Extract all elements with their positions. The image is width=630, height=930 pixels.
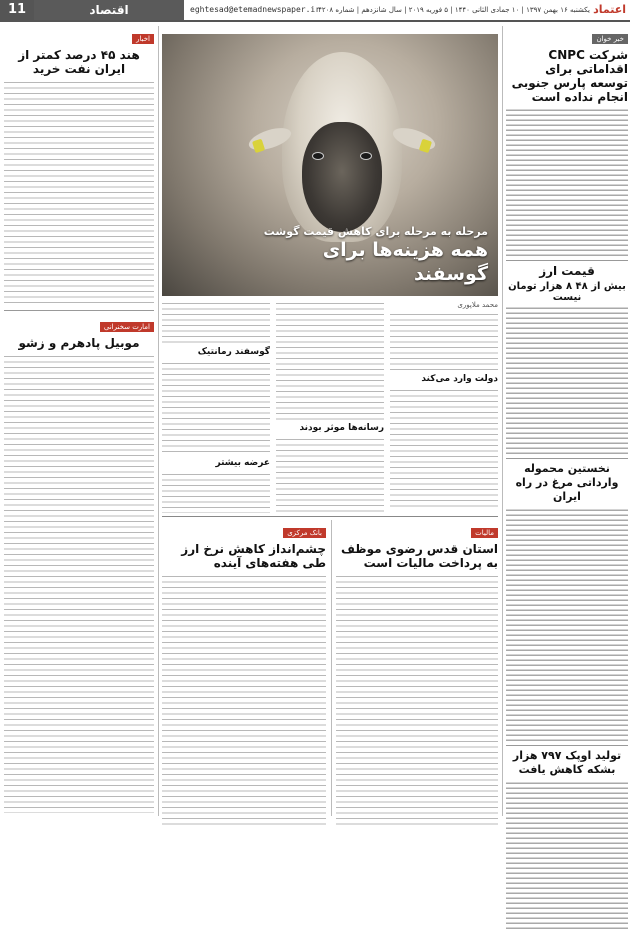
article-text [336, 573, 498, 828]
right-kicker: خبر خوان [592, 34, 628, 44]
article-text [276, 436, 384, 514]
main-subhead: رسانه‌ها موثر بودند [299, 423, 384, 433]
article-text [4, 79, 154, 307]
bottom-story-mid [162, 520, 326, 816]
article-text [506, 780, 628, 930]
sheep-eye [360, 152, 372, 160]
right-headline-3: نخستین محموله وارداتی مرغ در راه ایران [515, 462, 619, 503]
main-story-col-1 [390, 300, 498, 512]
page-header [0, 0, 630, 22]
left-headline-2: موبیل پادهرم و زشو [18, 336, 140, 350]
bottom-headline: استان قدس رضوی موظف به پرداخت مالیات است [340, 542, 498, 570]
bottom-kicker: بانک مرکزی [283, 528, 326, 538]
left-headline-1: هند ۴۵ درصد کمتر از ایران نفت خرید [18, 48, 140, 76]
left-kicker-2: امارت سخنرانی [100, 322, 154, 332]
article-text [390, 387, 498, 511]
right-headline-2: قیمت ارز [539, 264, 595, 278]
page-number: 11 [0, 0, 34, 20]
author-name: محمد ملاپوری [457, 301, 498, 309]
column-divider [331, 520, 332, 816]
sheep-ear [390, 124, 437, 155]
divider [162, 516, 498, 517]
main-subhead: عرضه بیشتر [215, 458, 270, 468]
right-headline-4: تولید اوپک ۷۹۷ هزار بشکه کاهش یافت [512, 749, 622, 776]
article-text [506, 507, 628, 742]
bottom-kicker: مالیات [471, 528, 498, 538]
photo-caption [248, 225, 488, 286]
newspaper-logo: اعتماد [593, 3, 626, 16]
photo-title: همه هزینه‌ها برای گوسفند [322, 239, 488, 285]
sheep-ear [246, 124, 293, 155]
article-text [4, 353, 154, 813]
divider [506, 458, 628, 459]
article-text [162, 360, 270, 455]
date-line: یکشنبه ۱۶ بهمن ۱۳۹۷ | ۱۰ جمادی الثانی ۱۴۴۰ | ۵ فوریه ۲۰۱۹ | سال شانزدهم | شماره ۴۲۰۸ [318, 6, 590, 14]
section-title: اقتصاد [34, 0, 184, 20]
right-column [506, 26, 628, 816]
divider [506, 745, 628, 746]
article-text [162, 300, 270, 344]
article-text [506, 107, 628, 257]
article-text [276, 300, 384, 420]
ear-tag [252, 139, 265, 154]
photo-kicker: مرحله به مرحله برای کاهش قیمت گوشت [263, 225, 488, 238]
divider [4, 310, 154, 311]
left-column [4, 26, 154, 816]
bottom-story-right [336, 520, 498, 816]
sheep-photo [162, 34, 498, 296]
left-kicker: اخبار [132, 34, 154, 44]
ear-tag [419, 139, 432, 154]
bottom-headline: چشم‌انداز کاهش نرخ ارز طی هفته‌های آینده [181, 542, 326, 570]
column-divider [158, 26, 159, 816]
main-story-col-3 [162, 300, 270, 512]
right-subhead-2: بیش از ۴۸ ۸ هزار تومان نیست [508, 281, 626, 303]
main-subhead: دولت وارد می‌کند [421, 374, 498, 384]
sheep-eye [312, 152, 324, 160]
article-text [390, 311, 498, 371]
email-address[interactable]: eghtesad@etemadnewspaper.ir [190, 5, 321, 14]
right-headline-1: شرکت CNPC اقداماتی برای توسعه پارس جنوبی انجام نداده است [511, 48, 628, 104]
article-text [162, 471, 270, 513]
divider [506, 260, 628, 261]
column-divider [502, 26, 503, 816]
main-story-col-2 [276, 300, 384, 512]
sheep-face [302, 122, 382, 232]
article-text [506, 305, 628, 455]
sheep-head [282, 52, 402, 242]
article-text [162, 573, 326, 828]
main-subhead: گوسفند رمانتیک [197, 347, 270, 357]
